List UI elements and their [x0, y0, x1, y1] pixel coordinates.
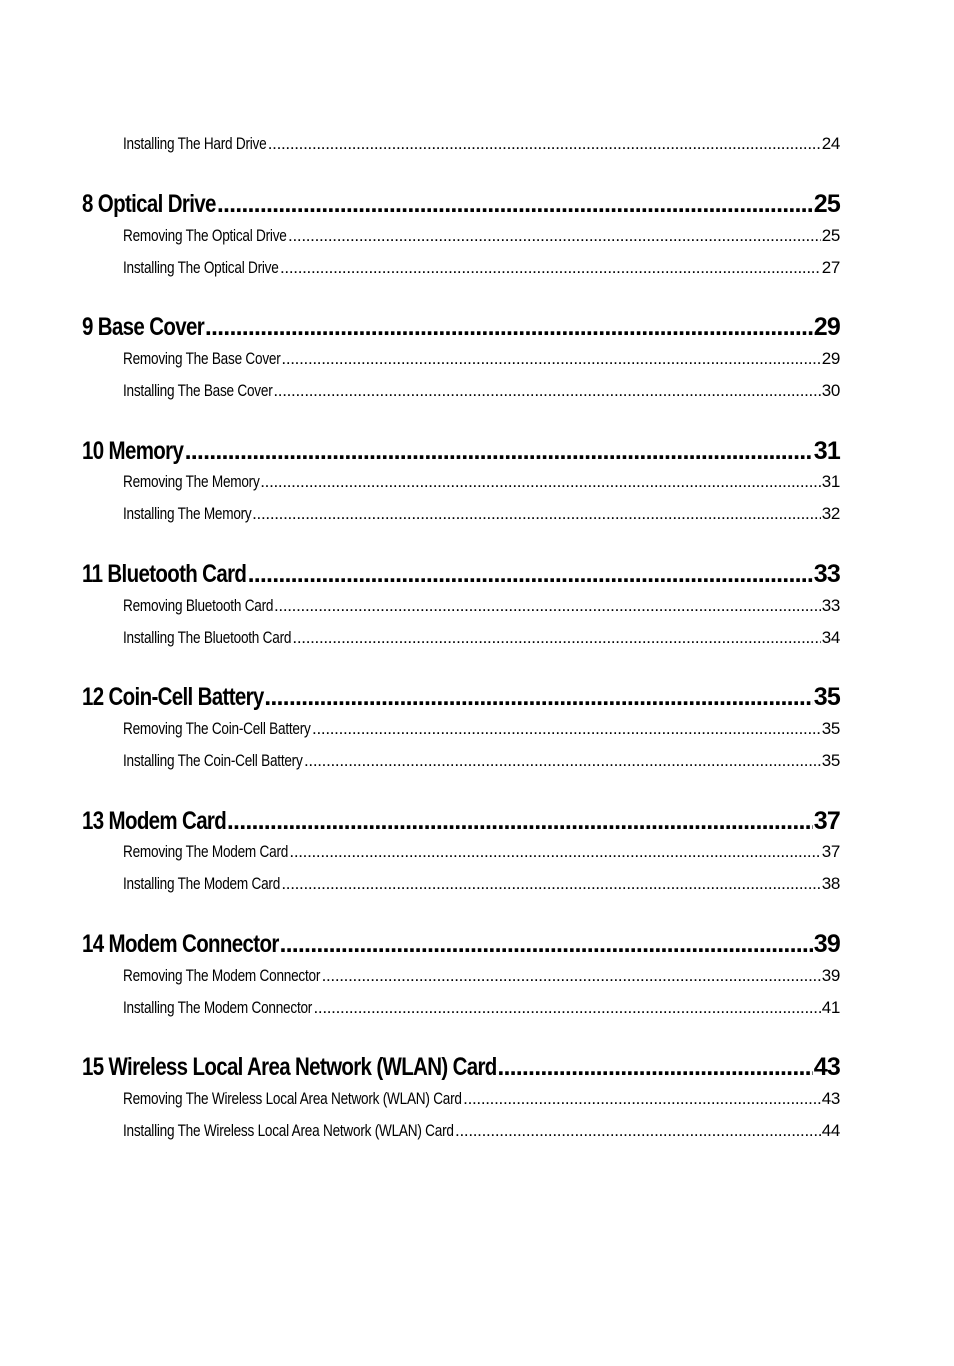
- toc-chapter-page: 43: [813, 1053, 840, 1081]
- toc-entry-installing-modem-card[interactable]: [123, 874, 840, 894]
- toc-entry-page: 29: [821, 349, 840, 368]
- toc-entry-title: Removing Bluetooth Card: [123, 596, 274, 615]
- toc-entry-installing-coin-cell-battery[interactable]: [123, 751, 840, 771]
- dot-leader: [312, 719, 821, 739]
- toc-chapter-15[interactable]: [82, 1053, 840, 1082]
- dot-leader: [497, 1053, 812, 1082]
- toc-chapter-page: 29: [813, 313, 840, 341]
- toc-chapter-page: 25: [813, 190, 840, 218]
- toc-entry-page: 30: [821, 381, 840, 400]
- dot-leader: [248, 560, 813, 589]
- toc-entry-removing-modem-connector[interactable]: [123, 966, 840, 986]
- toc-entry-title: Installing The Base Cover: [123, 381, 273, 400]
- toc-entry-installing-wlan-card[interactable]: [123, 1121, 840, 1141]
- toc-chapter-8[interactable]: [82, 190, 840, 219]
- toc-entry-title: Removing The Wireless Local Area Network (WLAN) Card: [123, 1089, 462, 1108]
- toc-entry-title: Removing The Memory: [123, 472, 260, 491]
- toc-entry-title: Installing The Wireless Local Area Network (WLAN) Card: [123, 1121, 454, 1140]
- toc-entry-page: 39: [821, 966, 840, 985]
- toc-entry-title: Installing The Memory: [123, 504, 252, 523]
- dot-leader: [227, 807, 813, 836]
- toc-entry-removing-wlan-card[interactable]: [123, 1089, 840, 1109]
- toc-chapter-page: 35: [813, 683, 840, 711]
- toc-chapter-10[interactable]: [82, 437, 840, 466]
- toc-entry-page: 27: [821, 258, 840, 277]
- dot-leader: [289, 842, 820, 862]
- toc-chapter-title: 14 Modem Connector: [82, 930, 279, 958]
- dot-leader: [205, 313, 813, 342]
- toc-entry-page: 44: [821, 1121, 840, 1140]
- toc-entry-removing-base-cover[interactable]: [123, 349, 840, 369]
- toc-entry-title: Installing The Optical Drive: [123, 258, 279, 277]
- toc-entry-installing-base-cover[interactable]: [123, 381, 840, 401]
- toc-entry-title: Removing The Optical Drive: [123, 226, 287, 245]
- toc-chapter-11[interactable]: [82, 560, 840, 589]
- dot-leader: [304, 751, 821, 771]
- dot-leader: [217, 190, 813, 219]
- toc-chapter-title: 11 Bluetooth Card: [82, 560, 247, 588]
- toc-chapter-title: 10 Memory: [82, 437, 184, 465]
- toc-chapter-page: 31: [813, 437, 840, 465]
- toc-entry-page: 24: [821, 134, 840, 153]
- toc-chapter-page: 39: [813, 930, 840, 958]
- dot-leader: [322, 966, 821, 986]
- toc-entry-removing-modem-card[interactable]: [123, 842, 840, 862]
- toc-entry-removing-memory[interactable]: [123, 472, 840, 492]
- toc-entry-title: Removing The Coin-Cell Battery: [123, 719, 311, 738]
- toc-entry-removing-bluetooth-card[interactable]: [123, 596, 840, 616]
- toc-entry-title: Removing The Base Cover: [123, 349, 281, 368]
- dot-leader: [455, 1121, 821, 1141]
- dot-leader: [264, 683, 813, 712]
- dot-leader: [281, 349, 820, 369]
- dot-leader: [273, 381, 820, 401]
- toc-chapter-title: 9 Base Cover: [82, 313, 205, 341]
- toc-entry-page: 25: [821, 226, 840, 245]
- toc-chapter-page: 33: [813, 560, 840, 588]
- dot-leader: [185, 437, 813, 466]
- toc-entry-page: 35: [821, 719, 840, 738]
- toc-entry-page: 43: [821, 1089, 840, 1108]
- toc-entry-page: 33: [821, 596, 840, 615]
- toc-chapter-title: 8 Optical Drive: [82, 190, 216, 218]
- dot-leader: [274, 596, 821, 616]
- toc-chapter-title: 12 Coin-Cell Battery: [82, 683, 264, 711]
- dot-leader: [313, 998, 820, 1018]
- dot-leader: [463, 1089, 821, 1109]
- dot-leader: [260, 472, 820, 492]
- toc-chapter-14[interactable]: [82, 930, 840, 959]
- toc-entry-page: 31: [821, 472, 840, 491]
- toc-entry-page: 34: [821, 628, 840, 647]
- dot-leader: [268, 134, 821, 154]
- toc-entry-page: 38: [821, 874, 840, 893]
- toc-entry-title: Installing The Bluetooth Card: [123, 628, 292, 647]
- toc-entry-page: 41: [821, 998, 840, 1017]
- toc-entry-title: Installing The Modem Connector: [123, 998, 313, 1017]
- toc-entry-removing-optical-drive[interactable]: [123, 226, 840, 246]
- toc-chapter-title: 15 Wireless Local Area Network (WLAN) Card: [82, 1053, 497, 1081]
- toc-entry-installing-memory[interactable]: [123, 504, 840, 524]
- toc-entry-installing-modem-connector[interactable]: [123, 998, 840, 1018]
- toc-chapter-page: 37: [813, 807, 840, 835]
- toc-chapter-12[interactable]: [82, 683, 840, 712]
- toc-entry-title: Installing The Modem Card: [123, 874, 281, 893]
- toc-entry-installing-bluetooth-card[interactable]: [123, 628, 840, 648]
- toc-entry-title: Installing The Hard Drive: [123, 134, 267, 153]
- dot-leader: [288, 226, 821, 246]
- toc-chapter-9[interactable]: [82, 313, 840, 342]
- toc-entry-removing-coin-cell-battery[interactable]: [123, 719, 840, 739]
- dot-leader: [252, 504, 821, 524]
- toc-entry-installing-hard-drive[interactable]: [123, 134, 840, 154]
- dot-leader: [280, 258, 821, 278]
- toc-chapter-title: 13 Modem Card: [82, 807, 227, 835]
- dot-leader: [281, 874, 820, 894]
- toc-entry-page: 32: [821, 504, 840, 523]
- toc-entry-page: 37: [821, 842, 840, 861]
- toc-entry-installing-optical-drive[interactable]: [123, 258, 840, 278]
- toc-entry-title: Removing The Modem Connector: [123, 966, 321, 985]
- toc-entry-page: 35: [821, 751, 840, 770]
- dot-leader: [279, 930, 812, 959]
- toc-chapter-13[interactable]: [82, 807, 840, 836]
- toc-entry-title: Installing The Coin-Cell Battery: [123, 751, 303, 770]
- dot-leader: [292, 628, 820, 648]
- toc-entry-title: Removing The Modem Card: [123, 842, 289, 861]
